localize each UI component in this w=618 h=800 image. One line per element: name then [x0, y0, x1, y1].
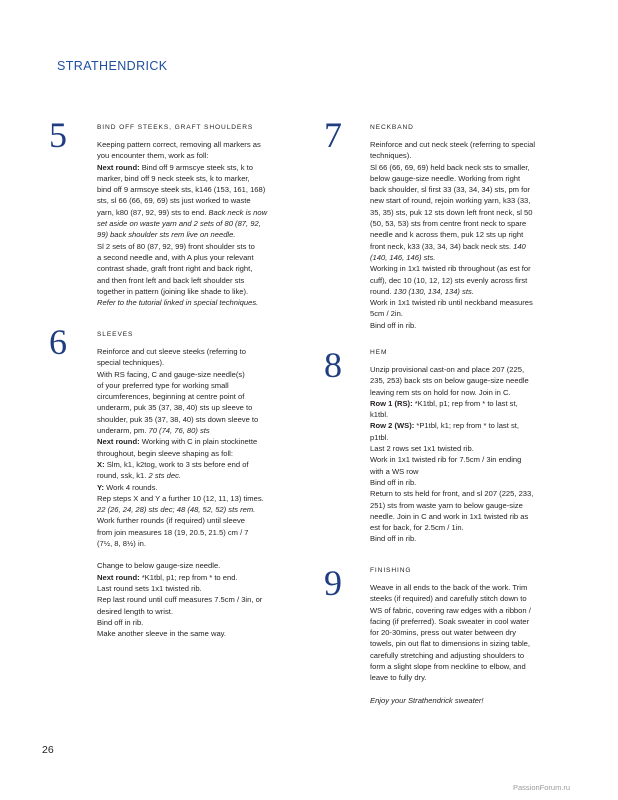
text-line: Sl 66 (66, 69, 69) held back neck sts to smaller, [370, 162, 530, 172]
text-line: cuff), dec 10 (10, 12, 12) sts evenly across first [370, 275, 528, 285]
closing-line: Enjoy your Strathendrick sweater! [370, 695, 484, 705]
text-line: With RS facing, C and gauge-size needle(s) [97, 369, 245, 379]
text: *K1tbl, p1; rep from * to last st, [412, 398, 518, 408]
text-line: bind off 9 armscye steek sts, k146 (153, 161, 168) [97, 185, 266, 195]
watermark: PassionForum.ru [513, 783, 571, 792]
text: round. [370, 286, 394, 296]
text-line: set aside on waste yarn and 2 sets of 80 (87, 92, [97, 219, 261, 229]
text-line: techniques). [370, 151, 412, 161]
text-line: Unzip provisional cast-on and place 207 (225, [370, 365, 525, 374]
text-line: Bind off in rib. [97, 617, 144, 627]
text-line: needle and k across them, puk 12 sts up right [370, 230, 524, 240]
text: underarm, pm. [97, 426, 149, 436]
text-line: Keeping pattern correct, removing all markers as [97, 140, 261, 149]
italic-text: 2 sts dec. [148, 471, 181, 481]
italic-text: 70 (74, 76, 80) sts [148, 426, 210, 436]
text-line: 5cm / 2in. [370, 309, 403, 319]
text-line: towels, pin out flat to dimensions in sizing table, [370, 639, 530, 649]
text-line: for 20-30mins, press out water between dry [370, 628, 517, 638]
step-number-7: 7 [324, 115, 342, 155]
text-line: below gauge-size needle. Working from right [370, 173, 521, 183]
text: Work 4 rounds. [104, 482, 158, 492]
text-line: circumferences, beginning at centre point of [97, 392, 245, 402]
bold-label: Next round: [97, 572, 140, 582]
text-line: Sl 2 sets of 80 (87, 92, 99) front shoulder sts to [97, 241, 255, 251]
text-line: facing (if preferred). Soak sweater in cool water [370, 616, 530, 626]
section-body [97, 139, 315, 308]
bold-label: Next round: [97, 162, 140, 172]
text-line: 22 (26, 24, 28) sts dec; 48 (48, 52, 52) sts rem. [97, 505, 256, 515]
text-line: (7½, 8, 8½) in. [97, 539, 146, 549]
text-line [97, 470, 315, 481]
text-line: k1tbl. [370, 410, 389, 420]
section-body [370, 139, 588, 331]
section-bind-off-steeks [97, 124, 315, 308]
bold-label: Next round: [97, 437, 140, 447]
bold-label: Row 2 (WS): [370, 421, 415, 431]
bold-label: X: [97, 459, 105, 469]
text-line [97, 162, 315, 173]
text-line [370, 241, 588, 252]
text-line: leaving rem sts on hold for now. Join in C. [370, 387, 511, 397]
text-line: Work further rounds (if required) until sleeve [97, 516, 246, 526]
section-title: HEM [370, 349, 388, 356]
text: yarn, k80 (87, 92, 99) sts to end. [97, 207, 209, 217]
section-finishing [370, 567, 588, 706]
text-line: carefully stretching and adjusting shoulders to [370, 650, 525, 660]
section-title: NECKBAND [370, 124, 414, 131]
text-line: Make another sleeve in the same way. [97, 629, 227, 639]
text-line: from join measures 18 (19, 20.5, 21.5) cm / 7 [97, 527, 249, 537]
text-line: Work in 1x1 twisted rib until neckband measures [370, 298, 533, 308]
text-line [97, 207, 315, 218]
text: Working with C in plain stockinette [139, 437, 258, 447]
step-number-8: 8 [324, 345, 342, 385]
section-body [370, 364, 588, 545]
italic-text: Back neck is now [208, 207, 268, 217]
text-line: form a slight slope from neckline to elbow, and [370, 662, 526, 672]
text-line [370, 286, 588, 297]
page-title: STRATHENDRICK [57, 59, 168, 73]
text-line: Reinforce and cut neck steek (referring to special [370, 140, 536, 149]
text-line: Work in 1x1 twisted rib for 7.5cm / 3in ending [370, 455, 522, 465]
section-sleeves [97, 331, 315, 639]
text-line: (50, 53, 53) sts from centre front neck to spare [370, 219, 527, 229]
text-line: sts, sl 66 (66, 69, 69) sts just worked to waste [97, 196, 251, 206]
text-line [97, 482, 315, 493]
text: front neck, k33 (33, 34, 34) back neck sts. [370, 241, 514, 251]
text-line: Weave in all ends to the back of the work. Trim [370, 583, 528, 592]
text-line [97, 425, 315, 436]
text: *K1tbl, p1; rep from * to end. [139, 572, 238, 582]
text-line: Refer to the tutorial linked in special techniques. [97, 298, 259, 308]
text-line: Working in 1x1 twisted rib throughout (as est for [370, 264, 531, 274]
text-line: Rep last round until cuff measures 7.5cm / 3in, or [97, 595, 263, 605]
text-line: Last round sets 1x1 twisted rib. [97, 583, 202, 593]
text-line: Change to below gauge-size needle. [97, 561, 221, 571]
bold-label: Y: [97, 482, 105, 492]
text-line: together in pattern (joining like shade to like). [97, 286, 249, 296]
text-line: 35, 35) sts, puk 12 sts down left front neck, sl 50 [370, 207, 533, 217]
text-line: Return to sts held for front, and sl 207 (225, 233, [370, 489, 534, 499]
section-body [97, 346, 315, 639]
text-line [97, 459, 315, 470]
section-neckband [370, 124, 588, 331]
text-line: steeks (if required) and carefully stitch down to [370, 594, 527, 604]
section-hem [370, 349, 588, 545]
section-title: FINISHING [370, 567, 412, 574]
text-line: you encounter them, work as foll: [97, 151, 209, 161]
text-line: Bind off in rib. [370, 320, 417, 330]
step-number-9: 9 [324, 563, 342, 603]
text-line: (140, 146, 146) sts. [370, 252, 436, 262]
text: Slm, k1, k2tog, work to 3 sts before end of [104, 459, 249, 469]
text-line: shoulder, puk 35 (37, 38, 40) sts down sleeve to [97, 414, 259, 424]
text-line: a second needle and, with A plus your relevant [97, 252, 254, 262]
text-line: 251) sts from waste yarn to below gauge-size [370, 500, 523, 510]
italic-text: 130 (130, 134, 134) sts. [393, 286, 474, 296]
page-number: 26 [42, 744, 54, 756]
text-line: with a WS row [370, 466, 419, 476]
text-line: p1tbl. [370, 432, 389, 442]
text-line: WS of fabric, covering raw edges with a ribbon / [370, 605, 531, 615]
text-line: contrast shade, graft front right and back right, [97, 264, 253, 274]
text-line: underarm, puk 35 (37, 38, 40) sts up sleeve to [97, 403, 253, 413]
text-line: needle. Join in C and work in 1x1 twisted rib as [370, 511, 529, 521]
step-number-5: 5 [49, 115, 67, 155]
text-line: marker, bind off 9 neck steek sts, k to marker, [97, 173, 250, 183]
text: *P1tbl, k1; rep from * to last st, [414, 421, 519, 431]
text-line: new start of round, rejoin working yarn, k33 (33, [370, 196, 531, 206]
text-line: 99) back shoulder sts rem live on needle. [97, 230, 236, 240]
text-line: Rep steps X and Y a further 10 (12, 11, 13) times. [97, 493, 264, 503]
text-line: Reinforce and cut sleeve steeks (referring to [97, 347, 246, 356]
text-line [370, 398, 588, 409]
text-line: Bind off in rib. [370, 534, 417, 544]
text-line [370, 420, 588, 431]
text-line: throughout, begin sleeve shaping as foll: [97, 448, 233, 458]
text-line: 235, 253) back sts on below gauge-size needle [370, 376, 529, 386]
text-line: desired length to wrist. [97, 606, 173, 616]
text: Bind off 9 armscye steek sts, k to [139, 162, 254, 172]
text-line: and then front left and back left shoulder sts [97, 275, 245, 285]
text-line: Bind off in rib. [370, 477, 417, 487]
text-line: leave to fully dry. [370, 673, 427, 683]
section-title: SLEEVES [97, 331, 134, 338]
text-line: Last 2 rows set 1x1 twisted rib. [370, 444, 474, 454]
text: round, ssk, k1. [97, 471, 149, 481]
text-line: of your preferred type for working small [97, 380, 229, 390]
step-number-6: 6 [49, 322, 67, 362]
section-title: BIND OFF STEEKS, GRAFT SHOULDERS [97, 124, 254, 131]
text-line [97, 572, 315, 583]
section-body [370, 582, 588, 706]
text-line: back shoulder, sl first 33 (33, 34, 34) sts, pm for [370, 185, 530, 195]
text-line: special techniques). [97, 358, 165, 368]
bold-label: Row 1 (RS): [370, 398, 413, 408]
text-line: est for back, for 2.5cm / 1in. [370, 523, 464, 533]
text-line [97, 436, 315, 447]
italic-text: 140 [513, 241, 526, 251]
